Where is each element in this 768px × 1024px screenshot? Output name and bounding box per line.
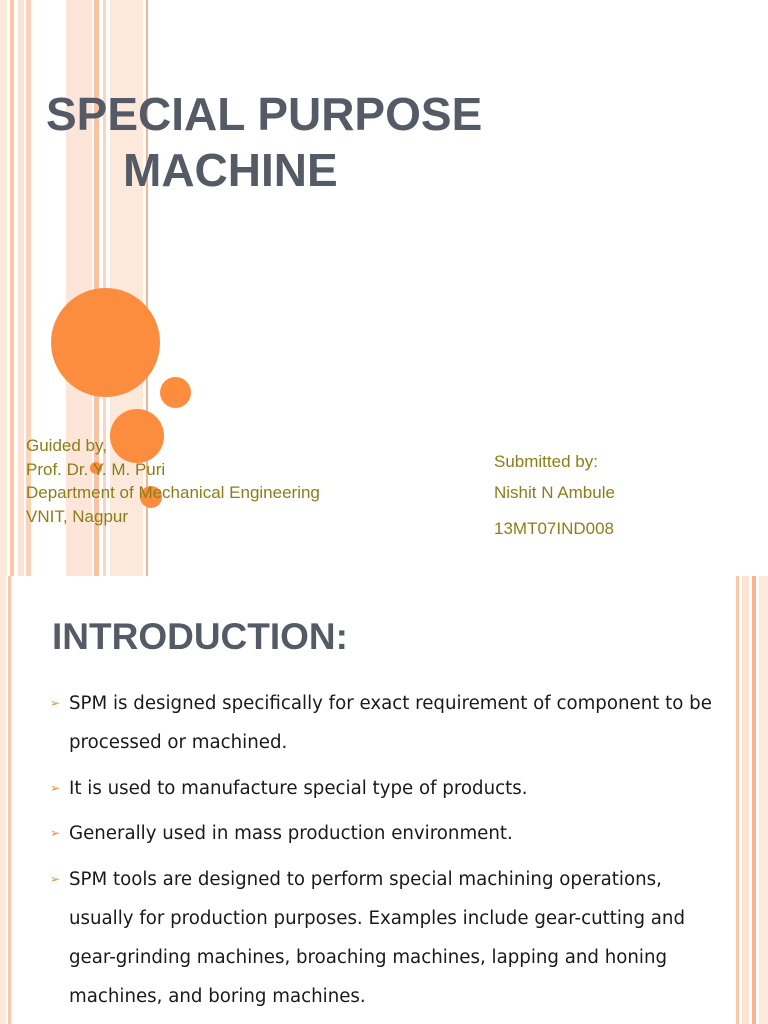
list-item	[50, 860, 720, 1016]
arrow-bullet-icon: ➢	[50, 826, 61, 840]
submitter-id: 13MT07IND008	[494, 519, 615, 538]
list-item	[50, 684, 720, 762]
stripe-decoration	[10, 0, 14, 576]
submitter-name: Nishit N Ambule	[494, 483, 615, 502]
bullet-list	[50, 684, 720, 1022]
title-line-2: MACHINE	[123, 144, 338, 196]
small-orange-circle	[160, 377, 191, 408]
stripe-decoration	[752, 576, 756, 1024]
stripe-decoration	[8, 576, 11, 1024]
guided-by-label: Guided by,	[26, 436, 107, 455]
stripe-decoration	[742, 576, 749, 1024]
list-item	[50, 769, 720, 808]
bullet-text: SPM tools are designed to perform special machining operations, usually for production purposes. Examples include gear-cutting and gear-grinding machines, broaching machines, lapping and honing machines, and boring machines.	[69, 868, 685, 1007]
stripe-decoration	[0, 0, 7, 576]
stripe-decoration	[18, 0, 24, 576]
arrow-bullet-icon: ➢	[50, 696, 61, 710]
stripe-decoration	[0, 576, 6, 1024]
bullet-text: SPM is designed specifically for exact requirement of component to be processed or machined.	[69, 693, 712, 753]
large-orange-circle	[51, 288, 160, 397]
bullet-text: Generally used in mass production environment.	[69, 823, 513, 844]
arrow-bullet-icon: ➢	[50, 780, 61, 795]
stripe-decoration	[736, 576, 739, 1024]
guide-department: Department of Mechanical Engineering	[26, 483, 320, 502]
title-line-1: SPECIAL PURPOSE	[46, 88, 483, 140]
slide-title	[46, 86, 482, 198]
arrow-bullet-icon: ➢	[50, 871, 61, 886]
stripe-decoration	[759, 576, 768, 1024]
list-item	[50, 814, 720, 853]
guide-institute: VNIT, Nagpur	[26, 506, 129, 526]
guide-name: Prof. Dr. Y. M. Puri	[26, 459, 166, 479]
introduction-slide	[0, 576, 768, 1024]
section-title: INTRODUCTION:	[52, 616, 348, 657]
submitted-by-label: Submitted by:	[494, 452, 598, 471]
guided-by-block	[26, 434, 320, 528]
bullet-text: It is used to manufacture special type of products.	[69, 777, 528, 799]
